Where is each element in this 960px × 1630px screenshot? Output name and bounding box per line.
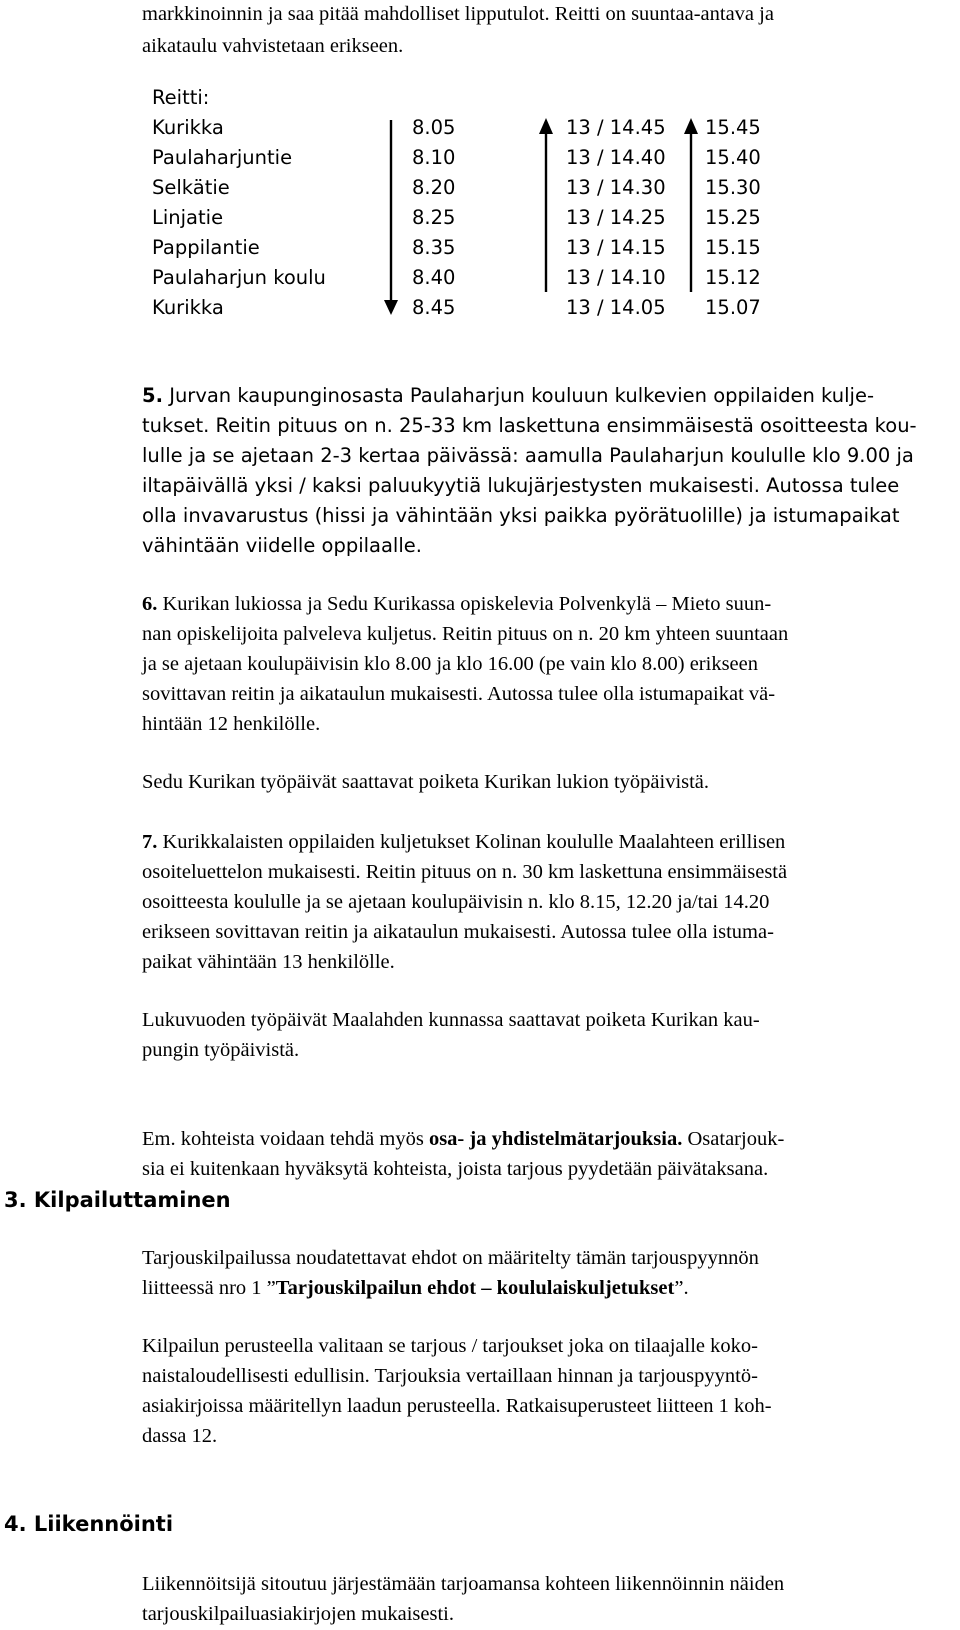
section-3-text: ”.: [674, 1277, 689, 1299]
route-time-morning: 8.25: [412, 206, 456, 229]
route-time-morning: 8.40: [412, 266, 456, 289]
route-time-late: 15.30: [705, 176, 761, 199]
route-time-afternoon: 13 / 14.15: [566, 236, 666, 259]
route-time-late: 15.40: [705, 146, 761, 169]
sedu-note: Sedu Kurikan työpäivät saattavat poiketa Kurikan lukion työpäivistä.: [142, 771, 710, 793]
section-3-line: Kilpailun perusteella valitaan se tarjous / tarjoukset joka on tilaajalle koko-: [142, 1335, 758, 1357]
appendix-reference: Tarjouskilpailun ehdot – koululaiskuljetukset: [275, 1277, 675, 1299]
route-stop: Selkätie: [152, 176, 230, 199]
item-7-line: paikat vähintään 13 henkilölle.: [142, 951, 395, 973]
section-3-line: [142, 1276, 689, 1300]
item-5-line: vähintään viidelle oppilaalle.: [142, 534, 422, 557]
item-5-line: tukset. Reitin pituus on n. 25-33 km laskettuna ensimmäisestä osoitteesta kou-: [142, 414, 917, 437]
route-time-morning: 8.35: [412, 236, 456, 259]
item-5-line: [142, 384, 874, 408]
item-5-text: Jurvan kaupunginosasta Paulaharjun kouluun kulkevien oppilaiden kulje-: [169, 384, 874, 407]
item-7-line: osoiteluettelon mukaisesti. Reitin pituus on n. 30 km laskettuna ensimmäisestä: [142, 861, 788, 883]
section-3-line: asiakirjoissa määritellyn laadun perusteella. Ratkaisuperusteet liitteen 1 koh-: [142, 1395, 772, 1417]
section-3-line: Tarjouskilpailussa noudatettavat ehdot on määritelty tämän tarjouspyynnön: [142, 1247, 759, 1269]
item-6-text: Kurikan lukiossa ja Sedu Kurikassa opiskelevia Polvenkylä – Mieto suun-: [162, 593, 772, 615]
route-stop: Paulaharjuntie: [152, 146, 293, 169]
partial-offers-text: Osatarjouk-: [682, 1128, 785, 1150]
item-7-text: Kurikkalaisten oppilaiden kuljetukset Kolinan koululle Maalahteen erillisen: [162, 831, 786, 853]
item-7-line: erikseen sovittavan reitin ja aikataulun mukaisesti. Autossa tulee olla istuma-: [142, 921, 774, 943]
route-time-afternoon: 13 / 14.45: [566, 116, 666, 139]
item-5-line: iltapäivällä yksi / kaksi paluukyytiä lukujärjestysten mukaisesti. Autossa tulee: [142, 474, 900, 497]
route-time-late: 15.15: [705, 236, 761, 259]
section-4-line: Liikennöitsijä sitoutuu järjestämään tarjoamansa kohteen liikennöinnin näiden: [142, 1573, 785, 1595]
section-3-heading: 3. Kilpailuttaminen: [4, 1188, 231, 1212]
route-time-morning: 8.10: [412, 146, 456, 169]
direction-arrows: [0, 0, 960, 360]
section-4-heading: 4. Liikennöinti: [4, 1512, 174, 1536]
route-time-morning: 8.05: [412, 116, 456, 139]
arrow-down-icon: [384, 120, 398, 315]
partial-offers-line: [142, 1127, 784, 1151]
route-stop: Linjatie: [152, 206, 224, 229]
item-6-line: [142, 592, 771, 616]
section-3-line: dassa 12.: [142, 1425, 218, 1447]
item-5-line: olla invavarustus (hissi ja vähintään yksi paikka pyörätuolille) ja istumapaikat: [142, 504, 900, 527]
intro-line-2: aikataulu vahvistetaan erikseen.: [142, 35, 404, 57]
route-stop: Pappilantie: [152, 236, 260, 259]
arrow-up-icon: [539, 118, 553, 292]
route-time-morning: 8.45: [412, 296, 456, 319]
maalahti-note-line: pungin työpäivistä.: [142, 1039, 300, 1061]
route-time-afternoon: 13 / 14.40: [566, 146, 666, 169]
item-7-line: [142, 830, 785, 854]
partial-offers-emphasis: osa- ja yhdistelmätarjouksia.: [428, 1128, 683, 1150]
route-stop: Paulaharjun koulu: [152, 266, 326, 289]
maalahti-note-line: Lukuvuoden työpäivät Maalahden kunnassa saattavat poiketa Kurikan kau-: [142, 1009, 760, 1031]
item-6-line: sovittavan reitin ja aikataulun mukaisesti. Autossa tulee olla istumapaikat vä-: [142, 683, 776, 705]
route-time-late: 15.12: [705, 266, 761, 289]
item-number: 6.: [142, 593, 158, 615]
section-3-line: naistaloudellisesti edullisin. Tarjouksia vertaillaan hinnan ja tarjouspyyntö-: [142, 1365, 758, 1387]
arrow-up-icon: [684, 118, 698, 292]
route-time-afternoon: 13 / 14.25: [566, 206, 666, 229]
item-6-line: ja se ajetaan koulupäivisin klo 8.00 ja klo 16.00 (pe vain klo 8.00) erikseen: [142, 653, 758, 675]
route-time-afternoon: 13 / 14.30: [566, 176, 666, 199]
route-time-afternoon: 13 / 14.10: [566, 266, 666, 289]
item-number: 7.: [142, 831, 158, 853]
route-time-late: 15.25: [705, 206, 761, 229]
item-7-line: osoitteesta koululle ja se ajetaan koulupäivisin n. klo 8.15, 12.20 ja/tai 14.20: [142, 891, 770, 913]
section-3-text: liitteessä nro 1 ”: [142, 1277, 276, 1299]
partial-offers-line: sia ei kuitenkaan hyväksytä kohteista, joista tarjous pyydetään päivätaksana.: [142, 1158, 769, 1180]
route-time-late: 15.07: [705, 296, 761, 319]
item-5-line: lulle ja se ajetaan 2-3 kertaa päivässä: aamulla Paulaharjun koululle klo 9.00 ja: [142, 444, 914, 467]
item-6-line: hintään 12 henkilölle.: [142, 713, 321, 735]
route-time-afternoon: 13 / 14.05: [566, 296, 666, 319]
route-time-morning: 8.20: [412, 176, 456, 199]
item-6-line: nan opiskelijoita palveleva kuljetus. Reitin pituus on n. 20 km yhteen suuntaan: [142, 623, 789, 645]
section-4-line: tarjouskilpailuasiakirjojen mukaisesti.: [142, 1603, 454, 1625]
route-stop: Kurikka: [152, 296, 224, 319]
route-label: Reitti:: [152, 86, 210, 109]
item-number: 5.: [142, 384, 163, 407]
route-stop: Kurikka: [152, 116, 224, 139]
partial-offers-text: Em. kohteista voidaan tehdä myös: [142, 1128, 429, 1150]
route-time-late: 15.45: [705, 116, 761, 139]
intro-line-1: markkinoinnin ja saa pitää mahdolliset lipputulot. Reitti on suuntaa-antava ja: [142, 3, 774, 25]
